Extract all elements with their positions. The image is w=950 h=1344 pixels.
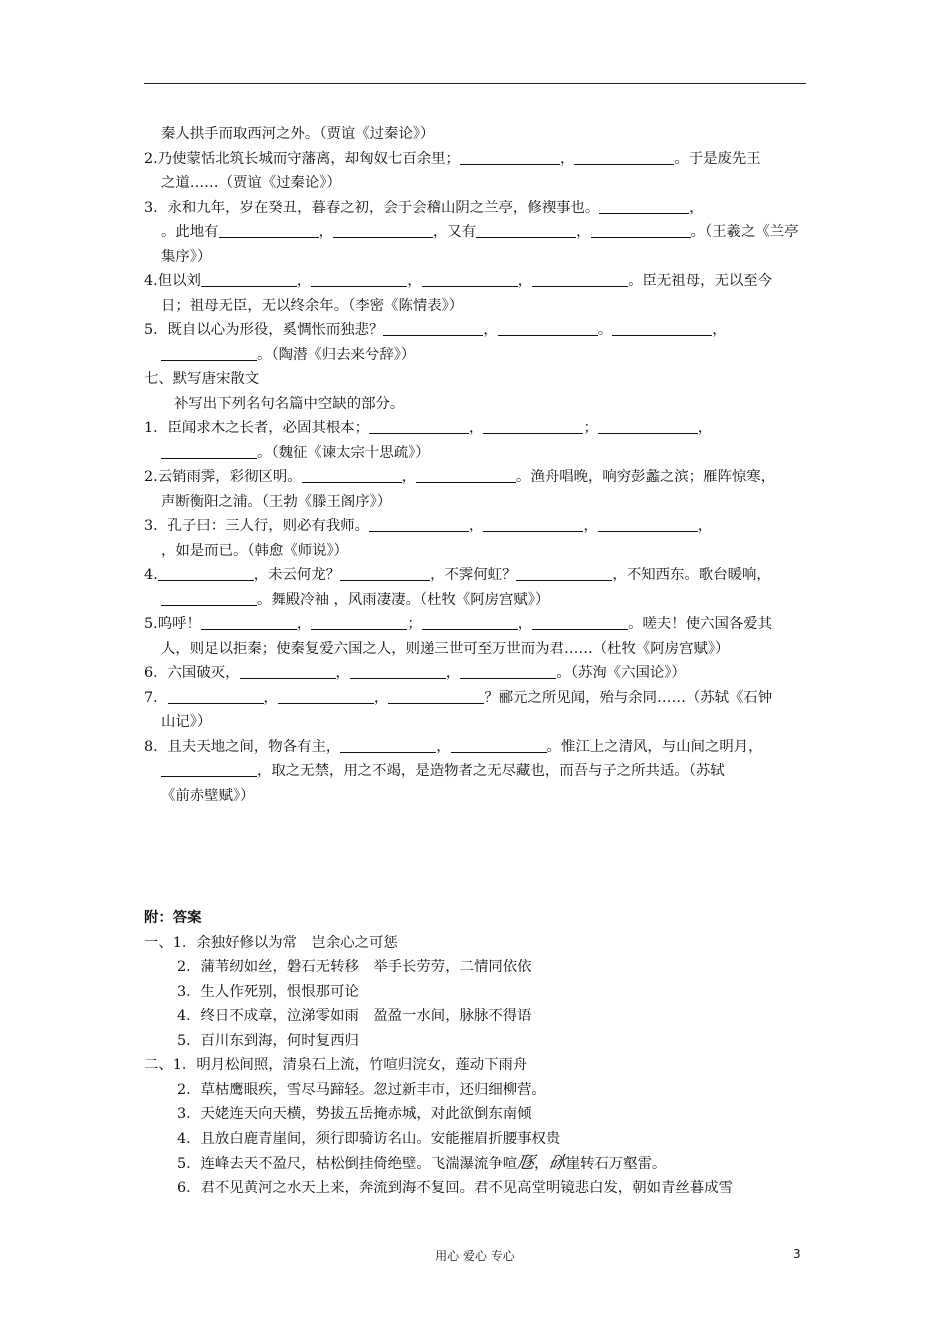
blank-field[interactable]: [278, 689, 374, 704]
rare-glyph: 豗: [515, 1153, 536, 1173]
instruction-text: 补写出下列名句名篇中空缺的部分。: [174, 395, 405, 412]
answer-line: 5．百川东到海，何时复西归: [177, 1032, 359, 1049]
blank-field[interactable]: [219, 223, 319, 238]
answers-heading: 附：答案: [144, 909, 202, 926]
text-line: 人，则足以拒秦；使秦复爱六国之人，则递三世可至万世而为君……（杜牧《阿房宫赋》）: [161, 640, 730, 657]
blank-field[interactable]: [168, 689, 264, 704]
question-4: 4.但以刘 ， ， ， 。臣无祖母，无以至今: [144, 273, 773, 289]
question-7-2: 2.云销雨霁，彩彻区明。 ， 。渔舟唱晚，响穷彭蠡之滨；雁阵惊寒，: [144, 469, 776, 485]
question-7-3: 3．孔子曰：三人行，则必有我师。 ， ， ，: [144, 518, 713, 534]
text-line: ，取之无禁，用之不竭，是造物者之无尽藏也，而吾与子之所共适。（苏轼: [144, 759, 808, 784]
blank-field[interactable]: [383, 321, 483, 336]
blank-field[interactable]: [311, 615, 407, 630]
footer-text: 用心 爱心 专心: [435, 1249, 515, 1263]
blank-field[interactable]: [333, 223, 433, 238]
text-line: 之道……（贾谊《过秦论》）: [161, 175, 341, 191]
blank-field[interactable]: [598, 419, 698, 434]
question-7-8: 8．且夫天地之间，物各有主， ， 。惟江上之清风，与山间之明月，: [144, 738, 763, 755]
blank-field[interactable]: [369, 419, 469, 434]
text-line: 。舞殿冷袖 ，风雨凄凄。（杜牧《阿房宫赋》）: [144, 588, 808, 613]
answer-line: 二、1．明月松间照，清泉石上流，竹喧归浣女，莲动下雨舟: [144, 1057, 528, 1073]
text-line: 。（陶潜《归去来兮辞》）: [144, 343, 808, 368]
blank-field[interactable]: [532, 615, 628, 630]
answer-line: 2．蒲苇纫如丝，磐石无转移 举手长劳劳，二情同依依: [177, 959, 532, 975]
blank-field[interactable]: [161, 346, 257, 361]
blank-field[interactable]: [483, 517, 583, 532]
question-7-1: 1．臣闻求木之长者，必固其根本； ， ； ，: [144, 420, 713, 436]
text-line: 。此地有 ， ，又有 ， 。（王羲之《兰亭: [161, 224, 799, 240]
blank-field[interactable]: [460, 664, 556, 679]
blank-field[interactable]: [350, 664, 446, 679]
blank-field[interactable]: [369, 517, 469, 532]
question-7-6: 6．六国破灭， ， ， 。（苏洵《六国论》）: [144, 665, 686, 681]
blank-field[interactable]: [598, 517, 698, 532]
answer-line: 3．天姥连天向天横，势拔五岳掩赤城，对此欲倒东南倾: [177, 1106, 532, 1122]
blank-field[interactable]: [161, 444, 257, 459]
blank-field[interactable]: [416, 468, 516, 483]
blank-field[interactable]: [158, 566, 254, 581]
blank-field[interactable]: [388, 689, 484, 704]
question-7-4: 4. ，未云何龙？ ，不霁何虹？ ，不知西东。歌台暖响，: [144, 567, 771, 583]
blank-field[interactable]: [340, 566, 430, 581]
blank-field[interactable]: [302, 468, 402, 483]
blank-field[interactable]: [201, 615, 297, 630]
rare-glyph: 砯: [547, 1153, 568, 1173]
blank-field[interactable]: [460, 150, 560, 165]
blank-field[interactable]: [240, 664, 336, 679]
text-line: 《前赤壁赋》）: [161, 787, 255, 804]
question-3: 3．永和九年，岁在癸丑，暮春之初，会于会稽山阴之兰亭，修禊事也。 ，: [144, 199, 704, 216]
text-line: ，如是而已。（韩愈《师说》）: [161, 542, 349, 559]
blank-field[interactable]: [476, 223, 576, 238]
question-7-5: 5.呜呼！ ， ； ， 。嗟夫！使六国各爱其: [144, 616, 773, 632]
text-line: 声断衡阳之浦。（王勃《滕王阁序》）: [161, 493, 392, 510]
blank-field[interactable]: [422, 615, 518, 630]
header-rule: [144, 83, 806, 84]
blank-field[interactable]: [451, 738, 547, 753]
question-5: 5．既自以心为形役，奚惆怅而独悲？ ， 。 ，: [144, 322, 727, 338]
blank-field[interactable]: [574, 150, 674, 165]
blank-field[interactable]: [340, 738, 436, 753]
blank-field[interactable]: [599, 199, 689, 214]
text-line: 山记》）: [161, 714, 212, 730]
blank-field[interactable]: [591, 223, 691, 238]
blank-field[interactable]: [612, 321, 712, 336]
question-7-7: 7． ， ， ？郦元之所见闻，殆与余同……（苏轼《石钟: [144, 689, 773, 706]
blank-field[interactable]: [422, 272, 518, 287]
blank-field[interactable]: [483, 419, 583, 434]
blank-field[interactable]: [516, 566, 612, 581]
text-line: 日；祖母无臣，无以终余年。（李密《陈情表》）: [161, 297, 464, 314]
answer-line: 3．生人作死别，恨恨那可论: [177, 983, 359, 1000]
blank-field[interactable]: [498, 321, 598, 336]
text-line: 集序》）: [161, 248, 212, 265]
blank-field[interactable]: [532, 272, 628, 287]
answer-line: 5．连峰去天不盈尺，枯松倒挂倚绝壁。飞湍瀑流争喧豗，砯崖转石万壑雷。: [144, 1151, 808, 1176]
blank-field[interactable]: [161, 762, 257, 777]
page-number: 3: [793, 1247, 801, 1261]
text-line: 。（魏征《谏太宗十思疏》）: [144, 441, 808, 466]
document-body: [144, 122, 808, 1200]
answer-line: 2．草枯鹰眼疾，雪尽马蹄轻。忽过新丰市，还归细柳营。: [177, 1081, 546, 1098]
question-2: 2.乃使蒙恬北筑长城而守藩离，却匈奴七百余里； ， 。于是废先王: [144, 150, 761, 167]
blank-field[interactable]: [161, 591, 257, 606]
blank-field[interactable]: [201, 272, 297, 287]
answer-line: 4．终日不成章，泣涕零如雨 盈盈一水间，脉脉不得语: [177, 1008, 532, 1024]
answer-line: 一、1．余独好修以为常 岂余心之可惩: [144, 934, 398, 951]
answer-line: 6．君不见黄河之水天上来，奔流到海不复回。君不见高堂明镜悲白发，朝如青丝暮成雪: [177, 1179, 734, 1196]
section-heading: 七、默写唐宋散文: [144, 371, 260, 387]
answer-line: 4．且放白鹿青崖间，须行即骑访名山。安能摧眉折腰事权贵: [177, 1130, 561, 1147]
blank-field[interactable]: [311, 272, 407, 287]
text-line: 秦人拱手而取西河之外。（贾谊《过秦论》）: [161, 126, 435, 142]
